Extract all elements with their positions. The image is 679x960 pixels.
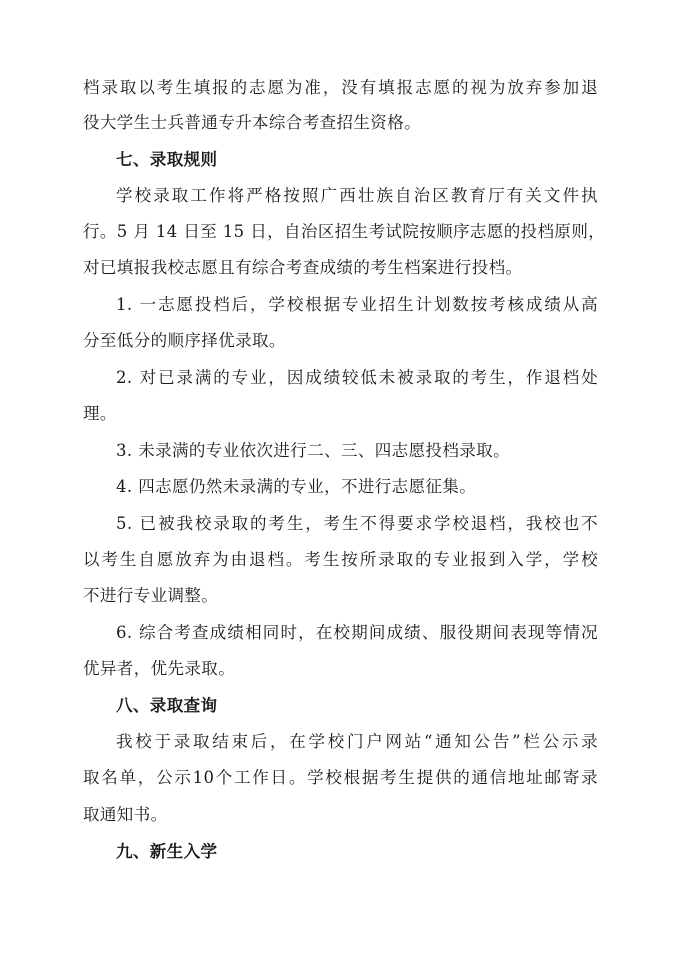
text-line: 不进行专业调整。: [83, 586, 219, 605]
text-line: 取名单，公示10个工作日。学校根据考生提供的通信地址邮寄录: [83, 768, 598, 787]
text-line: 档录取以考生填报的志愿为准，没有填报志愿的视为放弃参加退: [83, 78, 598, 97]
text-line: 6. 综合考查成绩相同时，在校期间成绩、服役期间表现等情况: [116, 623, 598, 642]
text-line: 5. 已被我校录取的考生，考生不得要求学校退档，我校也不: [116, 514, 598, 533]
text-line: 1. 一志愿投档后，学校根据专业招生计划数按考核成绩从高: [116, 295, 598, 314]
text-line: 4. 四志愿仍然未录满的专业，不进行志愿征集。: [116, 477, 477, 496]
section-heading-9: 九、新生入学: [116, 842, 218, 861]
text-line: 分至低分的顺序择优录取。: [83, 331, 286, 350]
text-line: 役大学生士兵普通专升本综合考查招生资格。: [83, 113, 421, 132]
text-line: 理。: [83, 404, 117, 423]
text-line: 优异者，优先录取。: [83, 659, 236, 678]
text-line: 以考生自愿放弃为由退档。考生按所录取的专业报到入学，学校: [83, 550, 598, 569]
text-line: 对已填报我校志愿且有综合考查成绩的考生档案进行投档。: [83, 258, 523, 277]
text-line: 3. 未录满的专业依次进行二、三、四志愿投档录取。: [116, 441, 510, 460]
text-line: 2. 对已录满的专业，因成绩较低未被录取的考生，作退档处: [116, 368, 598, 387]
text-line: 我校于录取结束后，在学校门户网站“通知公告”栏公示录: [116, 732, 598, 751]
section-heading-8: 八、录取查询: [116, 696, 218, 715]
text-line: 学校录取工作将严格按照广西壮族自治区教育厅有关文件执: [116, 186, 598, 205]
text-line: 取通知书。: [83, 805, 168, 824]
text-line: 行。5 月 14 日至 15 日，自治区招生考试院按顺序志愿的投档原则，: [83, 222, 606, 241]
section-heading-7: 七、录取规则: [116, 150, 218, 169]
